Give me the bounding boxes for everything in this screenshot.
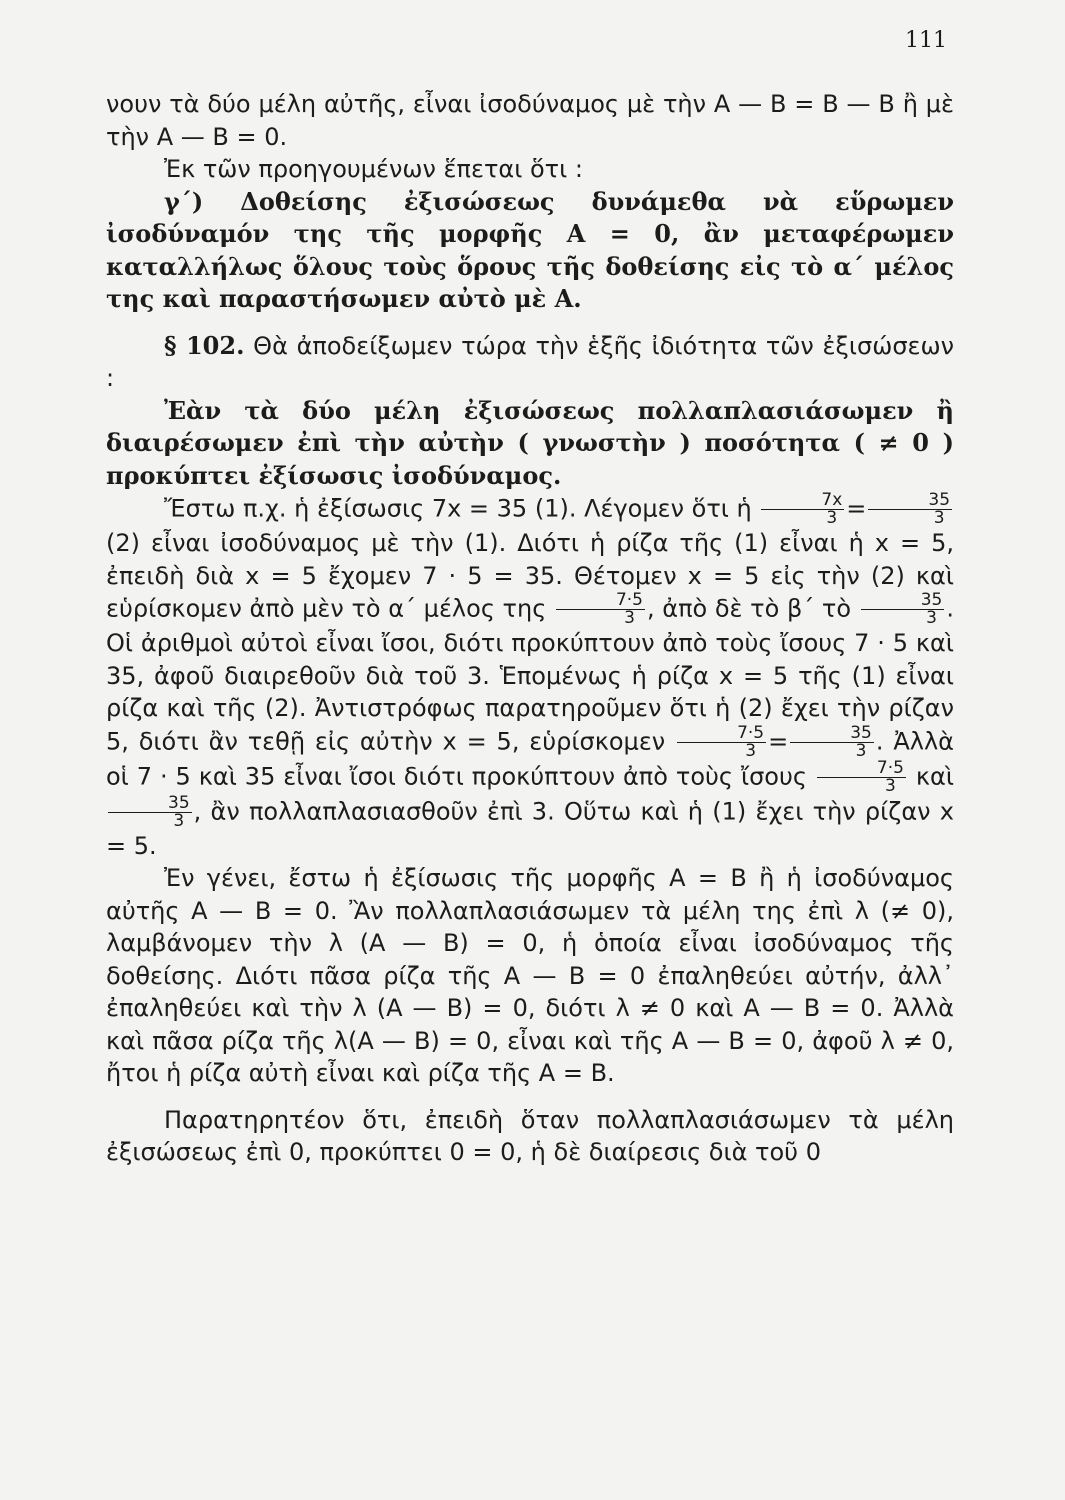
rule-gamma: γ΄) Δοθείσης ἐξισώσεως δυνάμεθα νὰ εὕρωμεν ἰσοδύναμόν της τῆς μορφῆς Α = 0, ἂν μεταφέρωμεν καταλλήλως ὅλους τοὺς ὅρους τῆς δοθείσης εἰς τὸ α΄ μέλος της καὶ παραστήσωμεν αὐτὸ μὲ Α. <box>106 186 954 313</box>
page-body <box>106 88 954 1169</box>
example-text-e: . Ἀλλὰ οἱ 7 · 5 καὶ 35 εἶναι ἴσοι διότι προκύπτουν ἀπὸ τοὺς ἴσους <box>106 727 954 790</box>
fraction-numerator: 35 <box>108 795 192 813</box>
conjunction-and: καὶ <box>915 762 954 790</box>
theorem-statement: Ἐὰν τὰ δύο μέλη ἐξισώσεως πολλαπλασιάσωμεν ἢ διαιρέσωμεν ἐπὶ τὴν αὐτὴν ( γνωστὴν ) ποσότητα ( ≠ 0 ) προκύπτει ἐξίσωσις ἰσοδύναμος. <box>106 395 954 490</box>
fraction-35-over-3 <box>861 592 945 627</box>
fraction-numerator: 35 <box>868 492 952 510</box>
section-intro-text: Θὰ ἀποδείξωμεν τώρα τὴν ἑξῆς ἰδιότητα τῶν ἐξισώσεων : <box>106 331 955 392</box>
fraction-35-over-3 <box>868 492 952 527</box>
fraction-denominator: 3 <box>826 508 838 528</box>
fraction-numerator: 7·5 <box>677 725 766 743</box>
general-proof-paragraph: Ἐν γένει, ἔστω ἡ ἐξίσωσις τῆς μορφῆς Α = Β ἢ ἡ ἰσοδύναμος αὐτῆς Α — Β = 0. Ἂν πολλαπλασιάσωμεν τὰ μέλη της ἐπὶ λ (≠ 0), λαμβάνομεν τὴν λ (Α — Β) = 0, ἡ ὁποία εἶναι ἰσοδύναμος τῆς δοθείσης. Διότι πᾶσα ρίζα τῆς Α — Β = 0 ἐπαληθεύει αὐτήν, ἀλλ᾽ ἐπαληθεύει καὶ τὴν λ (Α — Β) = 0, διότι λ ≠ 0 καὶ Α — Β = 0. Ἀλλὰ καὶ πᾶσα ρίζα τῆς λ(Α — Β) = 0, εἶναι καὶ τῆς Α — Β = 0, ἀφοῦ λ ≠ 0, ἤτοι ἡ ρίζα αὐτὴ εἶναι καὶ ρίζα τῆς Α = Β. <box>106 864 954 1087</box>
fraction-numerator: 7x <box>761 492 844 510</box>
fraction-denominator: 3 <box>173 810 185 831</box>
paragraph-continuation: νουν τὰ δύο μέλη αὐτῆς, εἶναι ἰσοδύναμος μὲ τὴν Α — Β = Β — Β ἢ μὲ τὴν Α — Β = 0. <box>106 90 954 151</box>
section-102 <box>106 330 954 395</box>
fraction-7x5-over-3 <box>817 757 906 796</box>
paragraph-intro: Ἐκ τῶν προηγουμένων ἕπεται ὅτι : <box>164 155 583 183</box>
fraction-35-over-3 <box>790 722 874 761</box>
example-text-a: Ἔστω π.χ. ἡ ἐξίσωσις 7x = 35 (1). Λέγομεν ὅτι ἡ <box>164 494 752 523</box>
section-number: § 102. <box>164 330 245 360</box>
fraction-denominator: 3 <box>926 608 937 628</box>
fraction-7x5-over-3 <box>556 592 645 627</box>
equals-sign: = <box>846 494 867 523</box>
example-text-d: . Οἱ ἀριθμοὶ αὐτοὶ εἶναι ἴσοι, διότι προκύπτουν ἀπὸ τοὺς ἴσους 7 · 5 καὶ 35, ἀφοῦ διαιρεθοῦν διὰ τοῦ 3. Ἑπομένως ἡ ρίζα x = 5 τῆς (1) εἶναι ρίζα καὶ τῆς (2). Ἀντιστρόφως παρατηροῦμεν ὅτι ἡ (2) ἔχει τὴν ρίζαν 5, διότι ἂν τεθῇ εἰς αὐτὴν x = 5, εὑρίσκομεν <box>106 594 954 755</box>
fraction-35-over-3 <box>108 792 192 831</box>
fraction-7x5-over-3 <box>677 722 766 761</box>
fraction-numerator: 7·5 <box>556 592 645 610</box>
fraction-denominator: 3 <box>855 740 867 761</box>
example-text-c: , ἀπὸ δὲ τὸ β΄ τὸ <box>647 594 852 623</box>
fraction-denominator: 3 <box>624 608 635 628</box>
fraction-numerator: 7·5 <box>817 760 906 778</box>
fraction-denominator: 3 <box>933 508 945 528</box>
example-text-f: , ἂν πολλαπλασιασθοῦν ἐπὶ 3. Οὕτω καὶ ἡ (1) ἔχει τὴν ρίζαν x = 5. <box>106 797 954 860</box>
fraction-numerator: 35 <box>790 725 874 743</box>
remark-paragraph: Παρατηρητέον ὅτι, ἐπειδὴ ὅταν πολλαπλασιάσωμεν τὰ μέλη ἐξισώσεως ἐπὶ 0, προκύπτει 0 = 0, ἡ δὲ διαίρεσις διὰ τοῦ 0 <box>106 1105 954 1166</box>
fraction-denominator: 3 <box>885 775 896 796</box>
example-text-b: (2) εἶναι ἰσοδύναμος μὲ τὴν (1). Διότι ἡ ρίζα τῆς (1) εἶναι ἡ x = 5, ἐπειδὴ διὰ x = 5 ἔχομεν 7 · 5 = 35. Θέτομεν x = 5 εἰς τὴν (2) καὶ εὑρίσκομεν ἀπὸ μὲν τὸ α΄ μέλος της <box>106 529 954 623</box>
page-number: 111 <box>905 28 947 53</box>
example-paragraph <box>106 492 954 862</box>
fraction-numerator: 35 <box>861 592 945 610</box>
equals-sign: = <box>768 727 789 755</box>
fraction-denominator: 3 <box>745 740 757 761</box>
fraction-7x-over-3 <box>761 492 844 527</box>
